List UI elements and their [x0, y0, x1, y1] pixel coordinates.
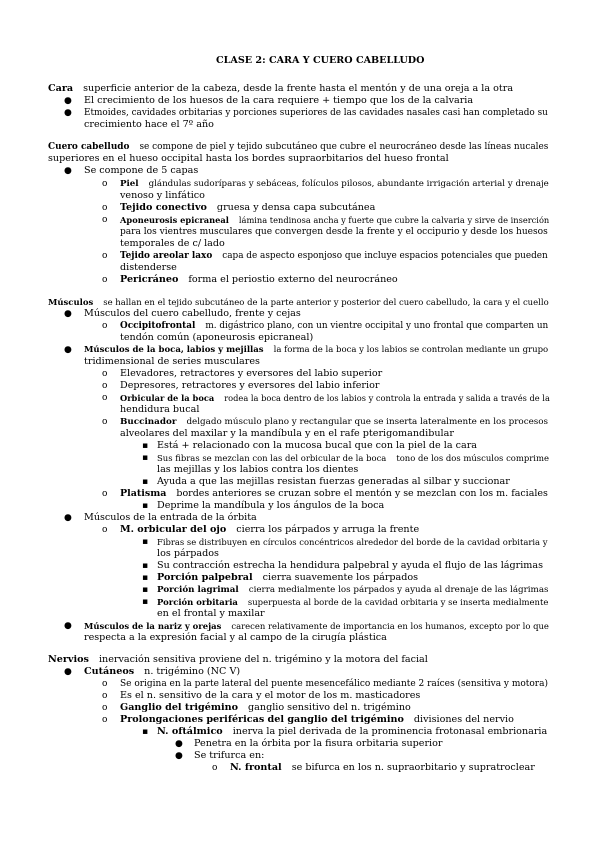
- porcion-lagrimal: Porción lagrimal cierra medialmente los párpados y ayuda al drenaje de las lágrimas: [157, 585, 549, 595]
- square-bullet-icon: ▪: [142, 597, 149, 607]
- square-bullet-icon: ▪: [142, 573, 149, 583]
- circle-bullet-icon: o: [102, 679, 108, 689]
- bullet-icon: ●: [64, 345, 72, 355]
- circle-bullet-icon: o: [102, 525, 108, 535]
- circle-bullet-icon: o: [102, 179, 108, 189]
- circle-bullet-icon: o: [102, 321, 108, 331]
- bullet-icon: ●: [175, 739, 183, 749]
- bullet-icon: ●: [64, 166, 72, 176]
- orbicular-ojo-sub-1-cont: los párpados: [157, 548, 219, 559]
- capa-piel: Piel glándulas sudoríparas y sebáceas, folículos pilosos, abundante irrigación arterial y drenaje: [120, 179, 549, 189]
- capa-aponeurosis: Aponeurosis epicraneal lámina tendinosa ancha y fuerte que cubre la calvaria y sirve de inserción: [120, 215, 550, 225]
- circle-bullet-icon: o: [102, 691, 108, 701]
- capa-tejido-conectivo: Tejido conectivo gruesa y densa capa subcutánea: [120, 202, 376, 213]
- circle-bullet-icon: o: [102, 275, 108, 285]
- n-oftalmico: N. oftálmico inerva la piel derivada de la prominencia frotonasal embrionaria: [157, 726, 548, 737]
- circle-bullet-icon: o: [102, 393, 108, 403]
- square-bullet-icon: ▪: [142, 441, 149, 451]
- cuero-definition-cont: superiores en el hueso occipital hasta los bordes supraorbitarios del hueso frontal: [48, 153, 449, 164]
- bullet-icon: ●: [64, 108, 72, 118]
- cara-def-text: superficie anterior de la cabeza, desde la frente hasta el mentón y de una oreja a la otra: [83, 83, 514, 94]
- circle-bullet-icon: o: [102, 715, 108, 725]
- depresores: Depresores, retractores y eversores del labio inferior: [120, 380, 380, 391]
- cuero-def-text: se compone de piel y tejido subcutáneo que cubre el neurocráneo desde las líneas nucales: [139, 142, 549, 152]
- buccinador-sub-2: Sus fibras se mezclan con las del orbicular de la boca tono de los dos músculos comprime: [157, 453, 550, 463]
- musculos-boca: Músculos de la boca, labios y mejillas la forma de la boca y los labios se controlan mediante un grupo: [84, 345, 549, 355]
- bullet-icon: ●: [64, 667, 72, 677]
- occipitofrontal-cont: tendón común (aponeurosis epicraneal): [120, 332, 314, 343]
- nervios-heading: Nervios: [48, 654, 89, 665]
- square-bullet-icon: ▪: [142, 477, 149, 487]
- square-bullet-icon: ▪: [142, 501, 149, 511]
- platisma: Platisma bordes anteriores se cruzan sobre el mentón y se mezclan con los m. faciales: [120, 488, 548, 499]
- capa-aponeurosis-cont: para los vientres musculares que convergen desde la frente y el occipurio y desde los huesos: [120, 227, 548, 237]
- circle-bullet-icon: o: [102, 215, 108, 225]
- square-bullet-icon: ▪: [142, 727, 149, 737]
- musculos-heading: Músculos: [48, 297, 94, 307]
- cara-bullet-2: Etmoides, cavidades orbitarias y porciones superiores de las cavidades nasales casi han completado su: [84, 108, 548, 118]
- document-title: CLASE 2: CARA Y CUERO CABELLUDO: [216, 55, 425, 66]
- buccinador-cont: alveolares del maxilar y la mandíbula y en el rafe pterigomandibular: [120, 428, 454, 439]
- orbicular-ojo: M. orbicular del ojo cierra los párpados y arruga la frente: [120, 524, 420, 535]
- cara-definition: [48, 83, 513, 95]
- capa-aponeurosis-cont: temporales de c/ lado: [120, 238, 225, 249]
- ganglio-trigemino: Ganglio del trigémino ganglio sensitivo del n. trigémino: [120, 702, 411, 713]
- musculos-nariz-orejas-cont: respecta a la expresión facial y al campo de la cirugía plástica: [84, 632, 387, 643]
- bullet-icon: ●: [175, 751, 183, 761]
- orbicular-boca-cont: hendidura bucal: [120, 404, 200, 415]
- trigemino-origen: Se origina en la parte lateral del puente mesencefálico mediante 2 raíces (sensitiva y motora): [120, 679, 548, 689]
- oftalmico-sub-2: Se trifurca en:: [194, 750, 265, 761]
- capa-pericraneo: Pericráneo forma el periostio externo del neurocráneo: [120, 274, 398, 285]
- bullet-icon: ●: [64, 513, 72, 523]
- elevadores: Elevadores, retractores y eversores del labio superior: [120, 368, 383, 379]
- musculos-boca-cont: tridimensional de series musculares: [84, 356, 260, 367]
- porcion-orbitaria-cont: en el frontal y maxilar: [157, 608, 265, 619]
- circle-bullet-icon: o: [102, 381, 108, 391]
- prolongaciones: Prolongaciones periféricas del ganglio del trigémino divisiones del nervio: [120, 714, 514, 725]
- square-bullet-icon: ▪: [142, 453, 149, 463]
- square-bullet-icon: ▪: [142, 585, 149, 595]
- bullet-icon: ●: [64, 96, 72, 106]
- occipitofrontal: Occipitofrontal m. digástrico plano, con un vientre occipital y uno frontal que comparten un: [120, 321, 549, 331]
- porcion-palpebral: Porción palpebral cierra suavemente los párpados: [157, 572, 419, 583]
- circle-bullet-icon: o: [102, 489, 108, 499]
- cara-bullet-2-cont: crecimiento hace el 7º año: [84, 119, 214, 130]
- musculos-cuero-cabelludo: Músculos del cuero cabelludo, frente y cejas: [84, 308, 301, 319]
- orbicular-ojo-sub-2: Su contracción estrecha la hendidura palpebral y ayuda el flujo de las lágrimas: [157, 560, 544, 571]
- n-frontal: N. frontal se bifurca en los n. supraorbitario y supratroclear: [230, 762, 535, 773]
- circle-bullet-icon: o: [102, 251, 108, 261]
- square-bullet-icon: ▪: [142, 537, 149, 547]
- porcion-orbitaria: Porción orbitaria superpuesta al borde de la cavidad orbitaria y se inserta medialmente: [157, 597, 549, 607]
- cuero-bullet-capas: Se compone de 5 capas: [84, 165, 199, 176]
- cara-bullet-1: El crecimiento de los huesos de la cara requiere + tiempo que los de la calvaria: [84, 95, 474, 106]
- nervios-definition: Nervios inervación sensitiva proviene del n. trigémino y la motora del facial: [48, 654, 428, 665]
- musculos-nariz-orejas: Músculos de la nariz y orejas carecen relativamente de importancia en los humanos, excepto por lo que: [84, 621, 549, 631]
- musculos-orbita: Músculos de la entrada de la órbita: [84, 512, 257, 523]
- oftalmico-sub-1: Penetra en la órbita por la fisura orbitaria superior: [194, 738, 443, 749]
- bullet-icon: ●: [64, 309, 72, 319]
- bullet-icon: ●: [64, 621, 72, 631]
- cuero-heading: Cuero cabelludo: [48, 142, 130, 152]
- platisma-sub: Deprime la mandíbula y los ángulos de la boca: [157, 500, 385, 511]
- buccinador-sub-3: Ayuda a que las mejillas resistan fuerzas generadas al silbar y succionar: [157, 476, 510, 487]
- circle-bullet-icon: o: [102, 703, 108, 713]
- cara-heading: Cara: [48, 83, 74, 94]
- musculos-definition: Músculos se hallan en el tejido subcutáneo de la parte anterior y posterior del cuero cabelludo, la cara y el cuello: [48, 297, 549, 307]
- circle-bullet-icon: o: [102, 203, 108, 213]
- capa-tejido-areolar-cont: distenderse: [120, 262, 177, 273]
- buccinador: Buccinador delgado músculo plano y rectangular que se inserta lateralmente en los procesos: [120, 417, 549, 427]
- cutaneos: Cutáneos n. trigémino (NC V): [84, 666, 241, 677]
- buccinador-sub-2-cont: las mejillas y los labios contra los dientes: [157, 464, 359, 475]
- buccinador-sub-1: Está + relacionado con la mucosa bucal que con la piel de la cara: [157, 440, 478, 451]
- circle-bullet-icon: o: [212, 763, 218, 773]
- orbicular-boca: Orbicular de la boca rodea la boca dentro de los labios y controla la entrada y salida a través de la: [120, 393, 550, 403]
- orbicular-ojo-sub-1: Fibras se distribuyen en círculos concéntricos alrededor del borde de la cavidad orbitaria y: [157, 537, 548, 547]
- cuero-definition: [48, 141, 548, 153]
- capa-tejido-areolar: Tejido areolar laxo capa de aspecto esponjoso que incluye espacios potenciales que pueden: [120, 251, 548, 261]
- trigemino-funcion: Es el n. sensitivo de la cara y el motor de los m. masticadores: [120, 690, 421, 701]
- square-bullet-icon: ▪: [142, 561, 149, 571]
- capa-piel-cont: venoso y linfático: [120, 190, 205, 201]
- circle-bullet-icon: o: [102, 417, 108, 427]
- circle-bullet-icon: o: [102, 369, 108, 379]
